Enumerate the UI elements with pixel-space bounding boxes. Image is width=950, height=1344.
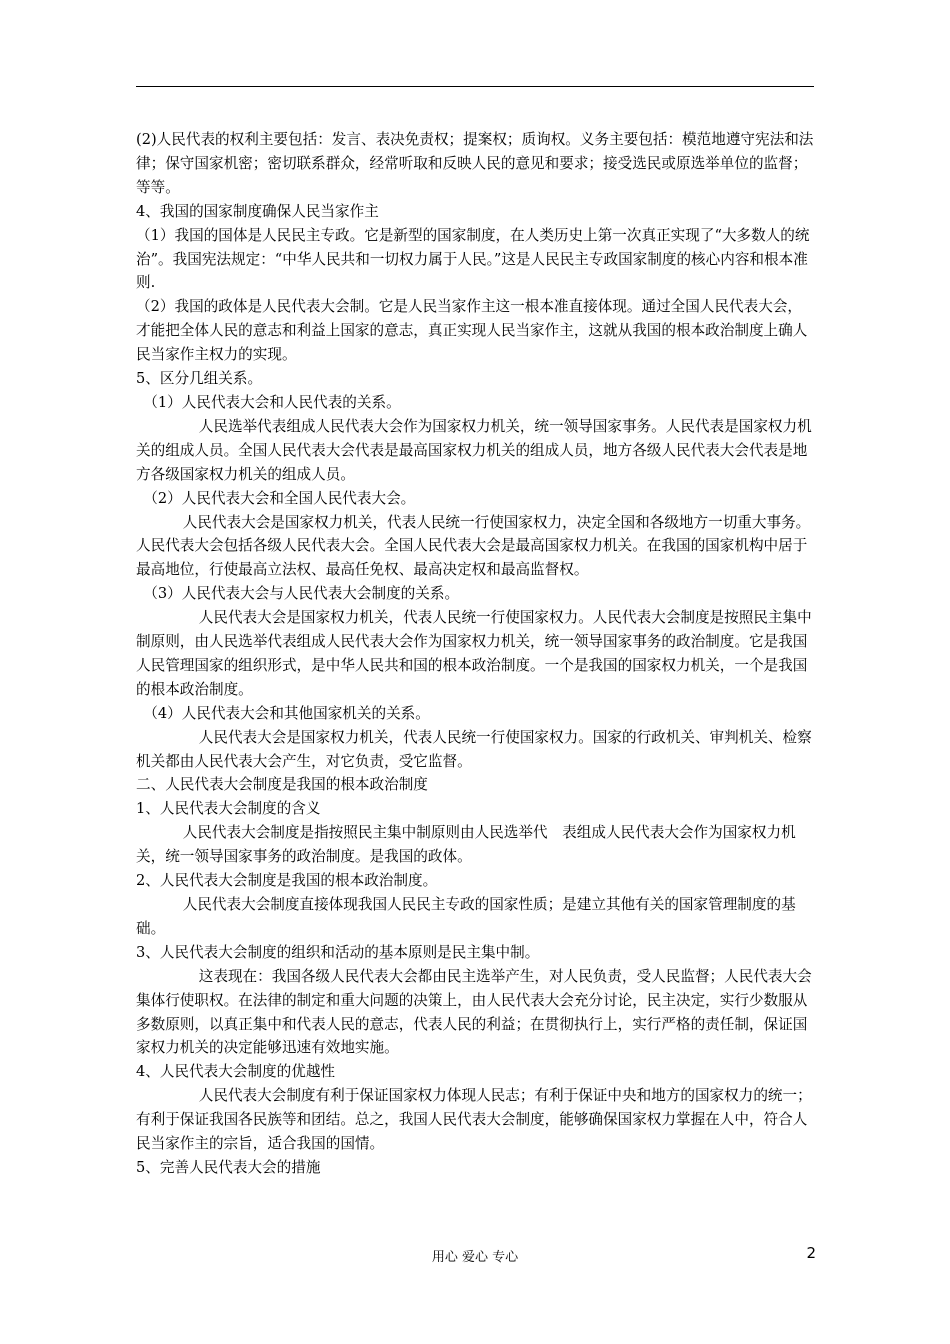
paragraph: 5、完善人民代表大会的措施 (136, 1158, 321, 1176)
paragraph: （2）人民代表大会和全国人民代表大会。 (143, 489, 416, 507)
paragraph: （1）人民代表大会和人民代表的关系。 (143, 393, 401, 411)
paragraph: 4、人民代表大会制度的优越性 (136, 1063, 336, 1081)
paragraph: 人民代表大会是国家权力机关，代表人民统一行使国家权力，决定全国和各级地方一切重大事务。人民代表大会包括各级人民代表大会。全国人民代表大会是最高国家权力机关。在我国的国家机构中居于最高地位，行使最高立法权、最高任免权、最高决定权和最高监督权。 (136, 513, 811, 579)
paragraph: （1）我国的国体是人民民主专政。它是新型的国家制度，在人类历史上第一次真正实现了“大多数人的统治”。我国宪法规定：“中华人民共和一切权力属于人民。”这是人民民主专政国家制度的核心内容和根本准则. (136, 226, 810, 292)
page-number: 2 (806, 1244, 816, 1262)
paragraph: 人民代表大会是国家权力机关，代表人民统一行使国家权力。国家的行政机关、审判机关、检察机关都由人民代表大会产生，对它负责，受它监督。 (136, 728, 812, 770)
paragraph: （4）人民代表大会和其他国家机关的关系。 (143, 704, 430, 722)
paragraph: 人民代表大会制度直接体现我国人民民主专政的国家性质；是建立其他有关的国家管理制度的基础。 (136, 896, 796, 937)
paragraph: 1、人民代表大会制度的含义 (136, 800, 321, 818)
paragraph: 二、人民代表大会制度是我国的根本政治制度 (136, 776, 428, 794)
document-body (136, 128, 816, 1180)
paragraph: 这表现在：我国各级人民代表大会都由民主选举产生，对人民负责，受人民监督；人民代表大会集体行使职权。在法律的制定和重大问题的决策上，由人民代表大会充分讨论，民主决定，实行少数服从多数原则，以真正集中和代表人民的意志，代表人民的利益；在贯彻执行上，实行严格的责任制，保证国家权力机关的决定能够迅速有效地实施。 (136, 967, 812, 1057)
paragraph: 3、人民代表大会制度的组织和活动的基本原则是民主集中制。 (136, 943, 540, 961)
paragraph: 人民代表大会制度有利于保证国家权力体现人民志；有利于保证中央和地方的国家权力的统一；有利于保证我国各民族等和团结。总之，我国人民代表大会制度，能够确保国家权力掌握在人中，符合人民当家作主的宗旨，适合我国的国情。 (136, 1087, 812, 1153)
paragraph: （2）我国的政体是人民代表大会制。它是人民当家作主这一根本准直接体现。通过全国人民代表大会，才能把全体人民的意志和利益上国家的意志，真正实现人民当家作主，这就从我国的根本政治制度上确人民当家作主权力的实现。 (136, 298, 808, 364)
paragraph: 5、区分几组关系。 (136, 370, 263, 388)
paragraph: 2、人民代表大会制度是我国的根本政治制度。 (136, 872, 438, 890)
paragraph: 人民代表大会是国家权力机关，代表人民统一行使国家权力。人民代表大会制度是按照民主集中制原则，由人民选举代表组成人民代表大会作为国家权力机关，统一领导国家事务的政治制度。它是我国人民管理国家的组织形式，是中华人民共和国的根本政治制度。一个是我国的国家权力机关，一个是我国的根本政治制度。 (136, 609, 812, 698)
footer-motto: 用心 爱心 专心 (431, 1250, 519, 1265)
paragraph: 人民代表大会制度是指按照民主集中制原则由人民选举代 表组成人民代表大会作为国家权力机关，统一领导国家事务的政治制度。是我国的政体。 (136, 824, 796, 866)
paragraph: （3）人民代表大会与人民代表大会制度的关系。 (143, 585, 460, 603)
paragraph: 4、我国的国家制度确保人民当家作主 (136, 202, 379, 220)
page-footer (0, 1244, 950, 1268)
paragraph: 人民选举代表组成人民代表大会作为国家权力机关，统一领导国家事务。人民代表是国家权力机关的组成人员。全国人民代表大会代表是最高国家权力机关的组成人员，地方各级人民代表大会代表是地方各级国家权力机关的组成人员。 (136, 417, 812, 483)
header-rule (136, 86, 814, 87)
paragraph: (2)人民代表的权利主要包括：发言、表决免责权；提案权；质询权。义务主要包括：模范地遵守宪法和法律；保守国家机密；密切联系群众，经常听取和反映人民的意见和要求；接受选民或原选举单位的监督；等等。 (136, 131, 814, 196)
